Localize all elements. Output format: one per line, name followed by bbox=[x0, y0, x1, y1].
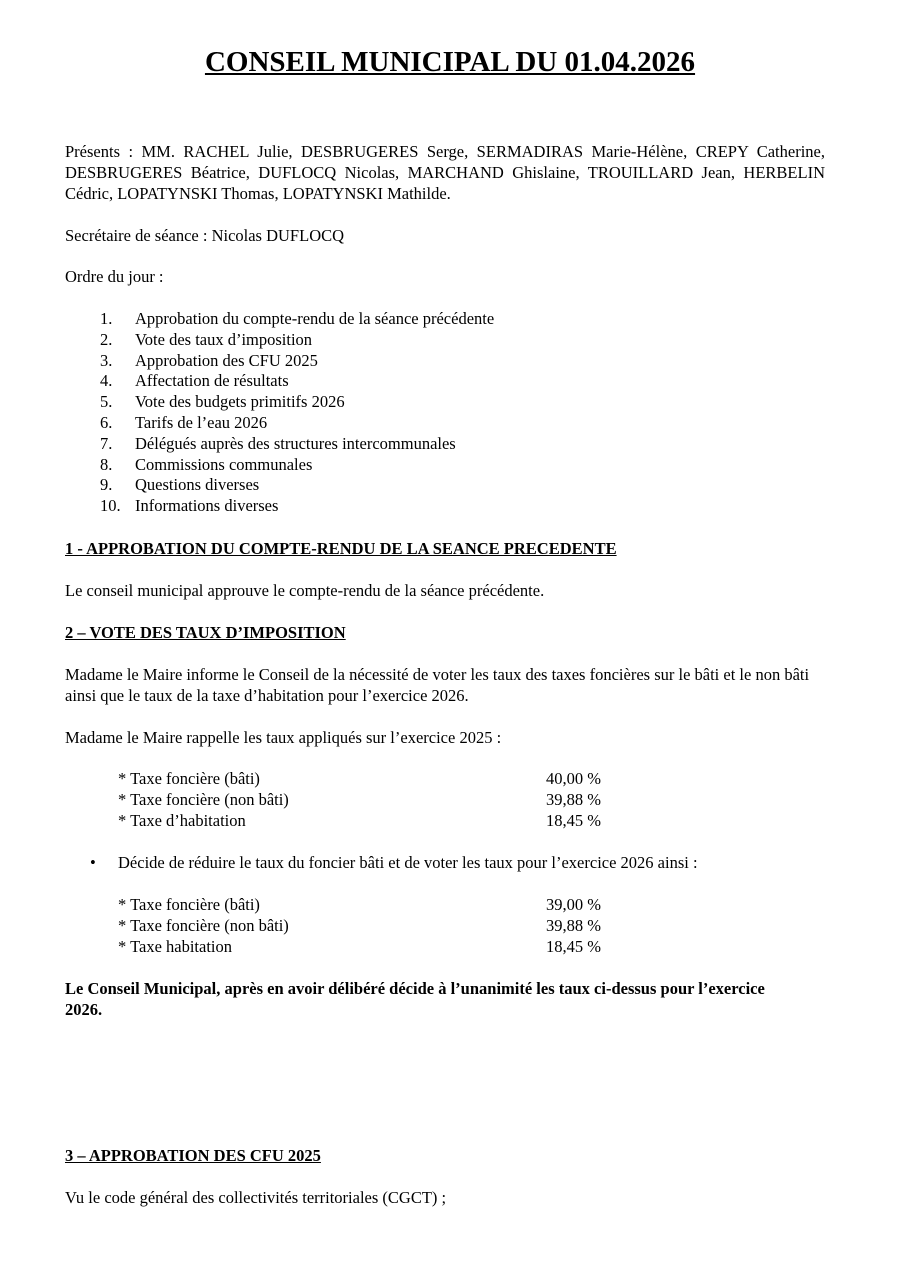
rate-name: * Taxe foncière (bâti) bbox=[118, 895, 260, 914]
list-item-label: Commissions communales bbox=[135, 454, 313, 474]
list-item-label: Affectation de résultats bbox=[135, 371, 289, 391]
list-item-number: 8. bbox=[100, 454, 113, 474]
list-item-label: Questions diverses bbox=[135, 475, 260, 495]
section-2-recall: Madame le Maire rappelle les taux appliqués sur l’exercice 2025 : bbox=[65, 728, 502, 747]
session-secretary: Secrétaire de séance : Nicolas DUFLOCQ bbox=[65, 226, 345, 245]
table-row bbox=[118, 789, 618, 810]
table-row bbox=[118, 768, 618, 789]
list-item-label: Informations diverses bbox=[135, 496, 279, 516]
rate-value: 39,88 % bbox=[546, 790, 601, 809]
section-3-heading: 3 – APPROBATION DES CFU 2025 bbox=[65, 1146, 321, 1165]
rate-value: 39,00 % bbox=[546, 895, 601, 914]
table-row bbox=[118, 894, 618, 915]
rate-name: * Taxe foncière (non bâti) bbox=[118, 916, 289, 935]
list-item-number: 2. bbox=[100, 329, 113, 349]
rates-2025-table bbox=[118, 768, 618, 831]
rate-name: * Taxe foncière (bâti) bbox=[118, 769, 260, 788]
list-item-number: 7. bbox=[100, 433, 113, 453]
list-item-label: Vote des taux d’imposition bbox=[135, 329, 313, 349]
table-row bbox=[118, 810, 618, 831]
rates-2026-table bbox=[118, 894, 618, 957]
section-1-text: Le conseil municipal approuve le compte-rendu de la séance précédente. bbox=[65, 581, 545, 600]
list-item-number: 6. bbox=[100, 412, 113, 432]
rate-value: 18,45 % bbox=[546, 937, 601, 956]
bullet-icon: • bbox=[90, 853, 96, 872]
list-item-number: 9. bbox=[100, 475, 113, 495]
list-item-number: 1. bbox=[100, 309, 113, 328]
page-title: CONSEIL MUNICIPAL DU 01.04.2026 bbox=[204, 46, 696, 78]
rate-name: * Taxe foncière (non bâti) bbox=[118, 790, 289, 809]
list-item-number: 3. bbox=[100, 350, 113, 370]
list-item-label: Approbation du compte-rendu de la séance précédente bbox=[135, 309, 495, 328]
attendees-paragraph: Présents : MM. RACHEL Julie, DESBRUGERES Serge, SERMADIRAS Marie-Hélène, CREPY Catherine, DESBRUGERES Béatrice, DUFLOCQ Nicolas, MARCHAND Ghislaine, TROUILLARD Jean, HERBELIN Cédric, LOPATYNSKI Thomas, LOPATYNSKI Mathilde. bbox=[65, 142, 825, 203]
section-1-heading: 1 - APPROBATION DU COMPTE-RENDU DE LA SEANCE PRECEDENTE bbox=[65, 539, 617, 558]
agenda-label: Ordre du jour : bbox=[65, 267, 164, 286]
table-row bbox=[118, 936, 618, 957]
section-2-intro: Madame le Maire informe le Conseil de la nécessité de voter les taux des taxes foncières sur le bâti et le non bâti ainsi que le taux de la taxe d’habitation pour l’exercice 2026. bbox=[65, 665, 810, 705]
rate-value: 18,45 % bbox=[546, 811, 601, 830]
table-row bbox=[118, 915, 618, 936]
decision-text: Décide de réduire le taux du foncier bâti et de voter les taux pour l’exercice 2026 ainsi : bbox=[118, 853, 698, 872]
list-item-label: Délégués auprès des structures intercommunales bbox=[135, 433, 456, 453]
section-3-text: Vu le code général des collectivités territoriales (CGCT) ; bbox=[65, 1188, 447, 1207]
section-2-heading: 2 – VOTE DES TAUX D’IMPOSITION bbox=[65, 623, 346, 642]
list-item-label: Vote des budgets primitifs 2026 bbox=[135, 392, 345, 412]
rate-name: * Taxe habitation bbox=[118, 937, 233, 956]
list-item-number: 10. bbox=[100, 496, 121, 516]
list-item-number: 4. bbox=[100, 371, 113, 391]
list-item-label: Tarifs de l’eau 2026 bbox=[135, 412, 268, 432]
list-item-label: Approbation des CFU 2025 bbox=[135, 350, 318, 370]
rate-value: 39,88 % bbox=[546, 916, 601, 935]
rate-value: 40,00 % bbox=[546, 769, 601, 788]
rate-name: * Taxe d’habitation bbox=[118, 811, 246, 830]
section-2-conclusion: Le Conseil Municipal, après en avoir délibéré décide à l’unanimité les taux ci-dessus pour l’exercice 2026. bbox=[65, 979, 765, 1019]
list-item-number: 5. bbox=[100, 392, 113, 412]
